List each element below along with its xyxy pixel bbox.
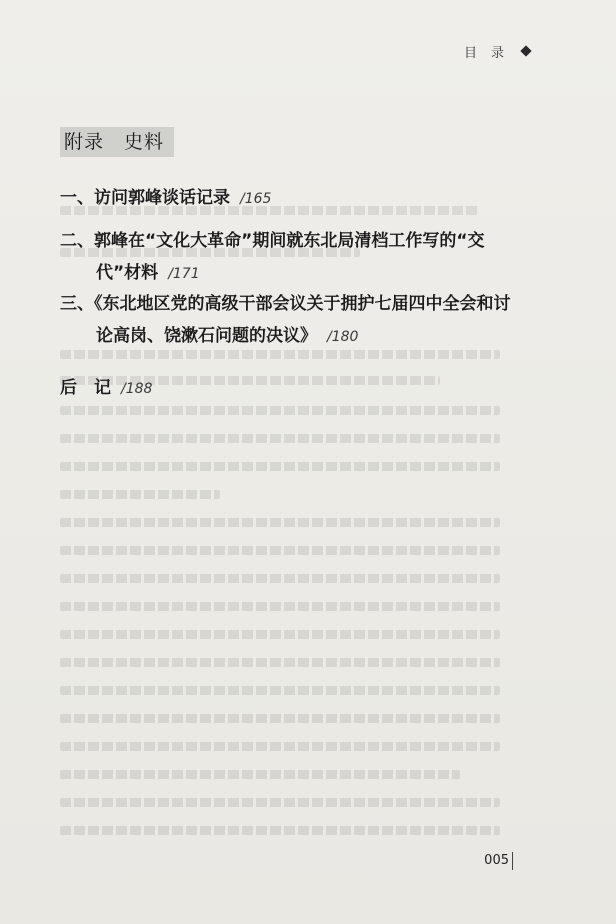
page-number: 005 [484,853,509,868]
toc-entry-page: /180 [327,329,359,345]
toc-entry-label-line1: 二、郭峰在“文化大革命”期间就东北局清档工作写的“交 [60,231,485,251]
toc-entry-page: /171 [168,266,200,282]
toc-postscript [60,372,520,405]
diamond-ornament-icon [520,45,531,56]
toc-entry-label-line2: 代”材料 [96,263,159,283]
toc-entry-label-line1: 三、《东北地区党的高级干部会议关于拥护七届四中全会和讨 [60,294,511,314]
toc-entry-label: 一、访问郭峰谈话记录 [60,188,230,208]
toc-entry-3 [60,288,520,353]
toc-postscript-page: /188 [121,381,153,397]
toc-entry-2 [60,225,520,290]
toc-entry-label-line2: 论高岗、饶漱石问题的决议》 [96,326,317,346]
toc-postscript-label: 后 记 [60,378,111,398]
running-header: 目录 [463,46,518,61]
toc-entry-1 [60,182,520,215]
page-number-divider [512,852,513,870]
toc-entry-page: /165 [240,191,272,207]
section-title: 附录 史料 [60,127,174,157]
